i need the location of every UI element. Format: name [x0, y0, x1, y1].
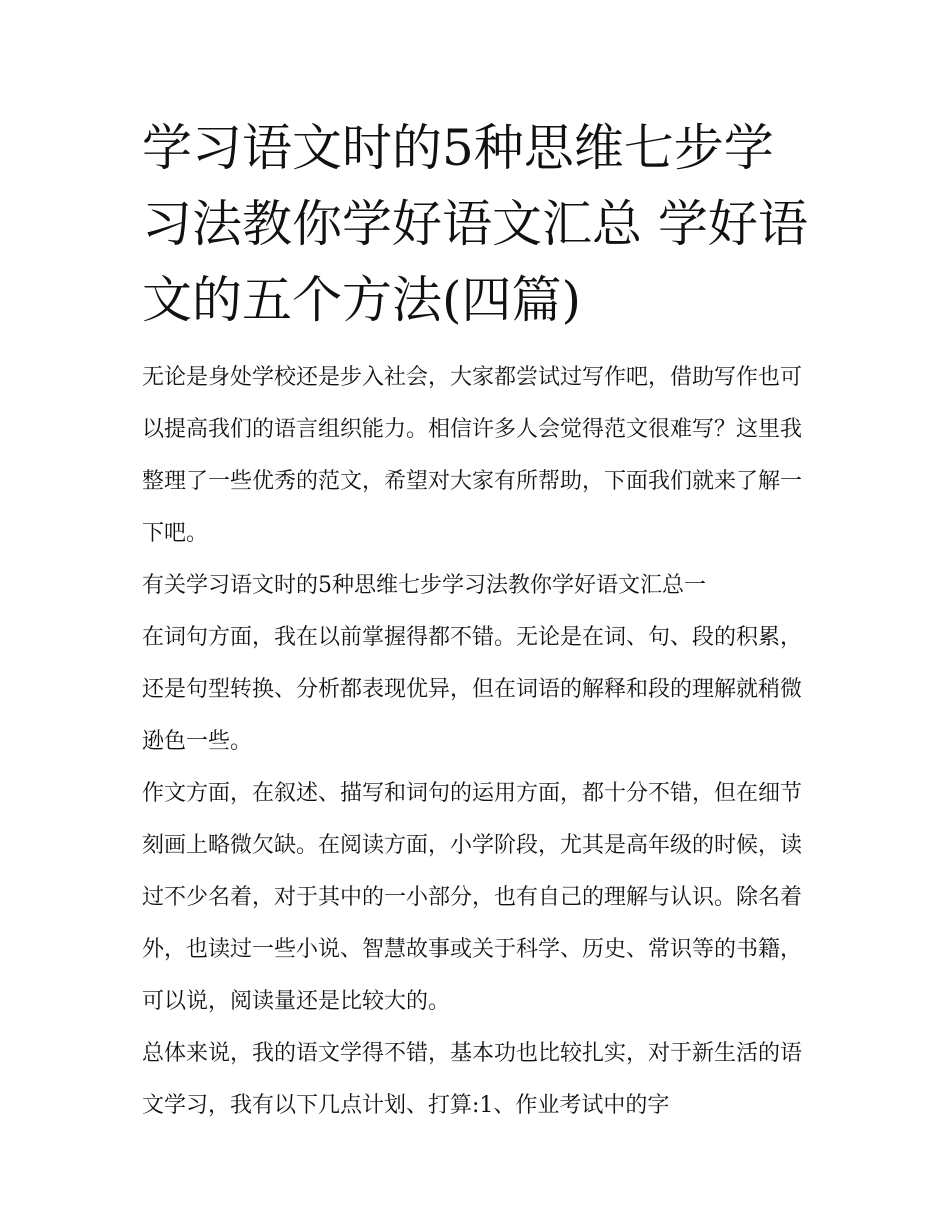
section-heading: 有关学习语文时的5种思维七步学习法教你学好语文汇总一 — [142, 573, 706, 598]
document-body — [142, 352, 810, 1132]
document-title: 学习语文时的5种思维七步学习法教你学好语文汇总 学好语文的五个方法(四篇) — [142, 119, 808, 329]
writing-reading-paragraph: 作文方面，在叙述、描写和词句的运用方面，都十分不错，但在细节刻画上略微欠缺。在阅读方面，小学阶段，尤其是高年级的时候，读过不少名着，对于其中的一小部分，也有自己的理解与认识。除名着外，也读过一些小说、智慧故事或关于科学、历史、常识等的书籍，可以说，阅读量还是比较大的。 — [142, 781, 803, 1014]
intro-paragraph: 无论是身处学校还是步入社会，大家都尝试过写作吧，借助写作也可以提高我们的语言组织能力。相信许多人会觉得范文很难写？这里我整理了一些优秀的范文，希望对大家有所帮助，下面我们就来了解一下吧。 — [142, 365, 803, 546]
document-page — [142, 110, 810, 1132]
summary-paragraph: 总体来说，我的语文学得不错，基本功也比较扎实，对于新生活的语文学习，我有以下几点计划、打算:1、作业考试中的字 — [142, 1041, 803, 1118]
vocabulary-paragraph: 在词句方面，我在以前掌握得都不错。无论是在词、句、段的积累，还是句型转换、分析都表现优异，但在词语的解释和段的理解就稍微逊色一些。 — [142, 625, 803, 754]
